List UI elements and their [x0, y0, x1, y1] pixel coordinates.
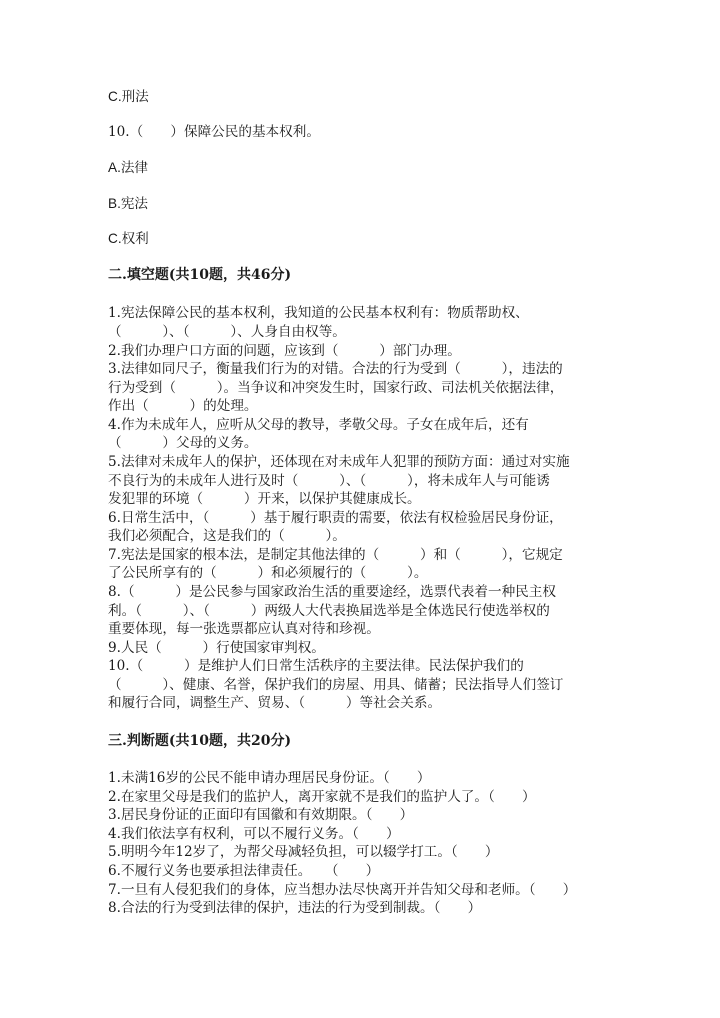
- judge-line: 4.我们依法享有权利，可以不履行义务。（ ）: [108, 826, 400, 842]
- fill-line: 1.宪法保障公民的基本权利，我知道的公民基本权利有：物质帮助权、: [108, 305, 529, 321]
- fill-line: 我们必须配合，这是我们的（ ）。: [108, 528, 346, 544]
- judge-line: 1.未满16岁的公民不能申请办理居民身份证。（ ）: [108, 770, 431, 786]
- fill-line: 行为受到（ ）。当争议和冲突发生时，国家行政、司法机关依据法律，: [108, 380, 564, 396]
- judge-line: 5.明明今年12岁了，为帮父母减轻负担，可以辍学打工。（ ）: [108, 844, 499, 860]
- q10-option-b: B.宪法: [108, 196, 149, 211]
- fill-line: 8.（ ）是公民参与国家政治生活的重要途经，选票代表着一种民主权: [108, 584, 556, 600]
- fill-line: （ ）、（ ）、人身自由权等。: [108, 324, 346, 340]
- fill-line: 和履行合同，调整生产、贸易、（ ）等社会关系。: [108, 695, 442, 711]
- fill-line: 2.我们办理户口方面的问题，应该到（ ）部门办理。: [108, 343, 461, 359]
- fill-line: 利。（ ）、（ ）两级人大代表换届选举是全体选民行使选举权的: [108, 603, 550, 619]
- fill-line: 9.人民（ ）行使国家审判权。: [108, 640, 325, 656]
- q10-stem: 10.（ ）保障公民的基本权利。: [108, 124, 320, 140]
- fill-line: 作出（ ）的处理。: [108, 398, 258, 414]
- q10-option-a: A.法律: [108, 160, 149, 175]
- judge-line: 3.居民身份证的正面印有国徽和有效期限。（ ）: [108, 807, 414, 823]
- prev-option-c: C.刑法: [108, 89, 149, 104]
- fill-line: 5.法律对未成年人的保护，还体现在对未成年人犯罪的预防方面：通过对实施: [108, 454, 570, 470]
- judge-section-heading: 三.判断题(共10题，共20分): [108, 733, 292, 749]
- fill-line: 7.宪法是国家的根本法，是制定其他法律的（ ）和（ ），它规定: [108, 547, 563, 563]
- judge-line: 2.在家里父母是我们的监护人，离开家就不是我们的监护人了。（ ）: [108, 789, 536, 805]
- fill-line: 发犯罪的环境（ ）开来，以保护其健康成长。: [108, 491, 421, 507]
- judge-line: 7.一旦有人侵犯我们的身体，应当想办法尽快离开并告知父母和老师。（ ）: [108, 882, 577, 898]
- fill-line: （ ）父母的义务。: [108, 435, 258, 451]
- fill-line: 重要体现，每一张选票都应认真对待和珍视。: [108, 621, 380, 637]
- fill-line: 不良行为的未成年人进行及时（ ）、（ ），将未成年人与可能诱: [108, 473, 550, 489]
- q10-option-c: C.权利: [108, 231, 149, 246]
- fill-line: 了公民所享有的（ ）和必须履行的（ ）。: [108, 565, 428, 581]
- fill-line: 3.法律如同尺子，衡量我们行为的对错。合法的行为受到（ ），违法的: [108, 361, 563, 377]
- fill-section-heading: 二.填空题(共10题，共46分): [108, 267, 292, 283]
- judge-line: 6.不履行义务也要承担法律责任。 （ ）: [108, 863, 380, 879]
- fill-line: （ ）、健康、名誉，保护我们的房屋、用具、储蓄；民法指导人们签订: [108, 677, 564, 693]
- fill-line: 4.作为未成年人，应听从父母的教导，孝敬父母。子女在成年后，还有: [108, 417, 529, 433]
- fill-line: 10.（ ）是维护人们日常生活秩序的主要法律。民法保护我们的: [108, 658, 524, 674]
- judge-line: 8.合法的行为受到法律的保护，违法的行为受到制裁。（ ）: [108, 900, 482, 916]
- fill-line: 6.日常生活中，（ ）基于履行职责的需要，依法有权检验居民身份证，: [108, 510, 563, 526]
